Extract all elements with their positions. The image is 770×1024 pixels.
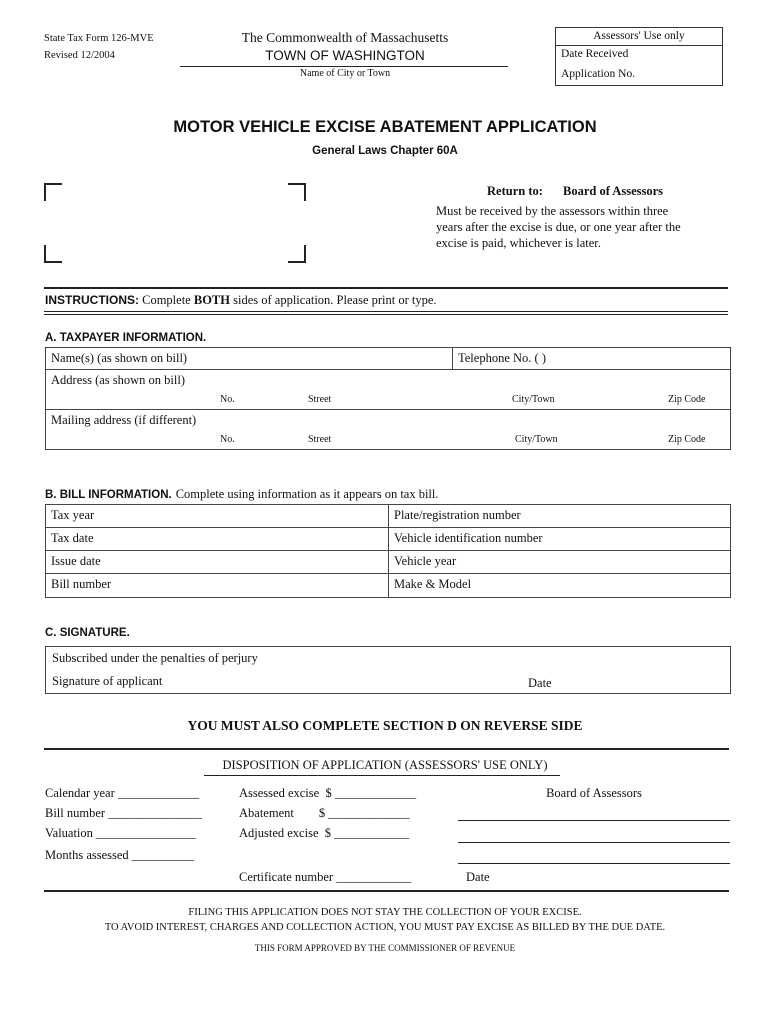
- form-subtitle: General Laws Chapter 60A: [312, 145, 458, 157]
- return-note-line2: years after the excise is due, or one year after the: [436, 220, 681, 234]
- valuation-field[interactable]: Valuation ________________: [45, 826, 197, 840]
- town-caption: Name of City or Town: [299, 68, 391, 79]
- window-corner-top-left: [44, 183, 62, 201]
- mailing-label: Mailing address (if different): [51, 413, 197, 427]
- board-of-assessors-label: Board of Assessors: [546, 786, 642, 800]
- disposition-title: DISPOSITION OF APPLICATION (ASSESSORS' USE ONLY): [222, 758, 548, 772]
- tax-date-field[interactable]: [45, 527, 389, 551]
- assessors-use-box: [555, 27, 723, 86]
- window-corner-bottom-left: [44, 245, 62, 263]
- commonwealth-title: The Commonwealth of Massachusetts: [241, 30, 449, 45]
- instructions-rule-2: [44, 314, 728, 315]
- assessed-excise-field[interactable]: Assessed excise $ _____________: [239, 786, 417, 800]
- form-id: State Tax Form 126-MVE: [44, 33, 154, 44]
- address-field[interactable]: [45, 369, 731, 410]
- address-no-caption: No.: [220, 394, 235, 405]
- make-model-label: Make & Model: [394, 577, 472, 591]
- abatement-field[interactable]: Abatement $ _____________: [239, 806, 410, 820]
- town-name[interactable]: TOWN OF WASHINGTON: [265, 48, 425, 63]
- mailing-zip-caption: Zip Code: [668, 434, 706, 445]
- section-b-header: [45, 485, 439, 503]
- names-field[interactable]: [45, 347, 453, 370]
- certificate-number-field[interactable]: Certificate number ____________: [239, 870, 412, 884]
- bill-number-field[interactable]: [45, 573, 389, 598]
- issue-date-label: Issue date: [51, 554, 101, 568]
- return-to-board: Board of Assessors: [563, 184, 664, 198]
- address-city-caption: City/Town: [512, 394, 555, 405]
- instructions-pre: Complete: [142, 293, 191, 307]
- address-street-caption: Street: [308, 394, 332, 405]
- plate-number-field[interactable]: [388, 504, 731, 528]
- form-title: MOTOR VEHICLE EXCISE ABATEMENT APPLICATION: [173, 118, 597, 136]
- signature-label: Signature of applicant: [52, 674, 163, 688]
- application-no-field[interactable]: Application No.: [561, 68, 636, 80]
- instructions-top-rule: [44, 287, 728, 289]
- section-d-notice: YOU MUST ALSO COMPLETE SECTION D ON REVERSE SIDE: [187, 718, 583, 733]
- footer-line-3: THIS FORM APPROVED BY THE COMMISSIONER OF REVENUE: [254, 943, 516, 953]
- assessors-box-divider: [556, 45, 722, 46]
- telephone-label: Telephone No. ( ): [458, 351, 546, 365]
- vin-label: Vehicle identification number: [394, 531, 543, 545]
- disposition-date-label: Date: [466, 870, 490, 884]
- instructions-both: BOTH: [193, 293, 230, 307]
- section-a-heading: A. TAXPAYER INFORMATION.: [45, 332, 207, 344]
- adjusted-excise-field[interactable]: Adjusted excise $ ____________: [239, 826, 410, 840]
- disposition-bill-number-field[interactable]: Bill number _______________: [45, 806, 202, 820]
- town-underline: [180, 66, 508, 67]
- disposition-bottom-rule: [44, 890, 729, 892]
- tax-year-field[interactable]: [45, 504, 389, 528]
- section-b-note: Complete using information as it appears on tax bill.: [175, 487, 439, 501]
- make-model-field[interactable]: [388, 573, 731, 598]
- signature-date-label: Date: [528, 676, 552, 690]
- instructions-rule-1: [44, 311, 728, 312]
- months-assessed-field[interactable]: Months assessed __________: [45, 848, 195, 862]
- mailing-no-caption: No.: [220, 434, 235, 445]
- calendar-year-field[interactable]: Calendar year _____________: [45, 786, 200, 800]
- tax-year-label: Tax year: [51, 508, 95, 522]
- vin-field[interactable]: [388, 527, 731, 551]
- assessor-signature-line-2[interactable]: [458, 842, 730, 843]
- window-corner-top-right: [288, 183, 306, 201]
- section-c-heading: C. SIGNATURE.: [45, 627, 130, 639]
- address-label: Address (as shown on bill): [51, 373, 186, 387]
- plate-number-label: Plate/registration number: [394, 508, 521, 522]
- names-label: Name(s) (as shown on bill): [51, 351, 188, 365]
- instructions-post: sides of application. Please print or type.: [233, 293, 437, 307]
- revised-date: Revised 12/2004: [44, 50, 115, 61]
- signature-box[interactable]: [45, 646, 731, 694]
- address-zip-caption: Zip Code: [668, 394, 706, 405]
- tax-date-label: Tax date: [51, 531, 94, 545]
- telephone-field[interactable]: [452, 347, 731, 370]
- bill-number-label: Bill number: [51, 577, 112, 591]
- instructions: [45, 293, 437, 308]
- date-received-field[interactable]: Date Received: [561, 48, 629, 60]
- return-note-line1: Must be received by the assessors within three: [436, 204, 669, 218]
- disposition-title-underline: [204, 775, 560, 776]
- vehicle-year-label: Vehicle year: [394, 554, 457, 568]
- window-corner-bottom-right: [288, 245, 306, 263]
- assessor-signature-line-3[interactable]: [458, 863, 730, 864]
- assessors-box-title: Assessors' Use only: [593, 30, 685, 42]
- footer-line-1: FILING THIS APPLICATION DOES NOT STAY THE COLLECTION OF YOUR EXCISE.: [188, 907, 582, 918]
- vehicle-year-field[interactable]: [388, 550, 731, 574]
- assessor-signature-line-1[interactable]: [458, 820, 730, 821]
- section-b-heading: B. BILL INFORMATION.: [45, 489, 172, 501]
- mailing-street-caption: Street: [308, 434, 332, 445]
- mailing-city-caption: City/Town: [515, 434, 558, 445]
- footer-line-2: TO AVOID INTEREST, CHARGES AND COLLECTION ACTION, YOU MUST PAY EXCISE AS BILLED BY THE DUE DATE.: [104, 922, 666, 933]
- disposition-top-rule: [44, 748, 729, 750]
- mailing-address-field[interactable]: [45, 409, 731, 450]
- issue-date-field[interactable]: [45, 550, 389, 574]
- perjury-text: Subscribed under the penalties of perjury: [52, 651, 258, 665]
- return-to-label: Return to:: [487, 184, 543, 198]
- return-note-line3: excise is paid, whichever is later.: [436, 236, 601, 250]
- instructions-label: INSTRUCTIONS:: [45, 293, 139, 307]
